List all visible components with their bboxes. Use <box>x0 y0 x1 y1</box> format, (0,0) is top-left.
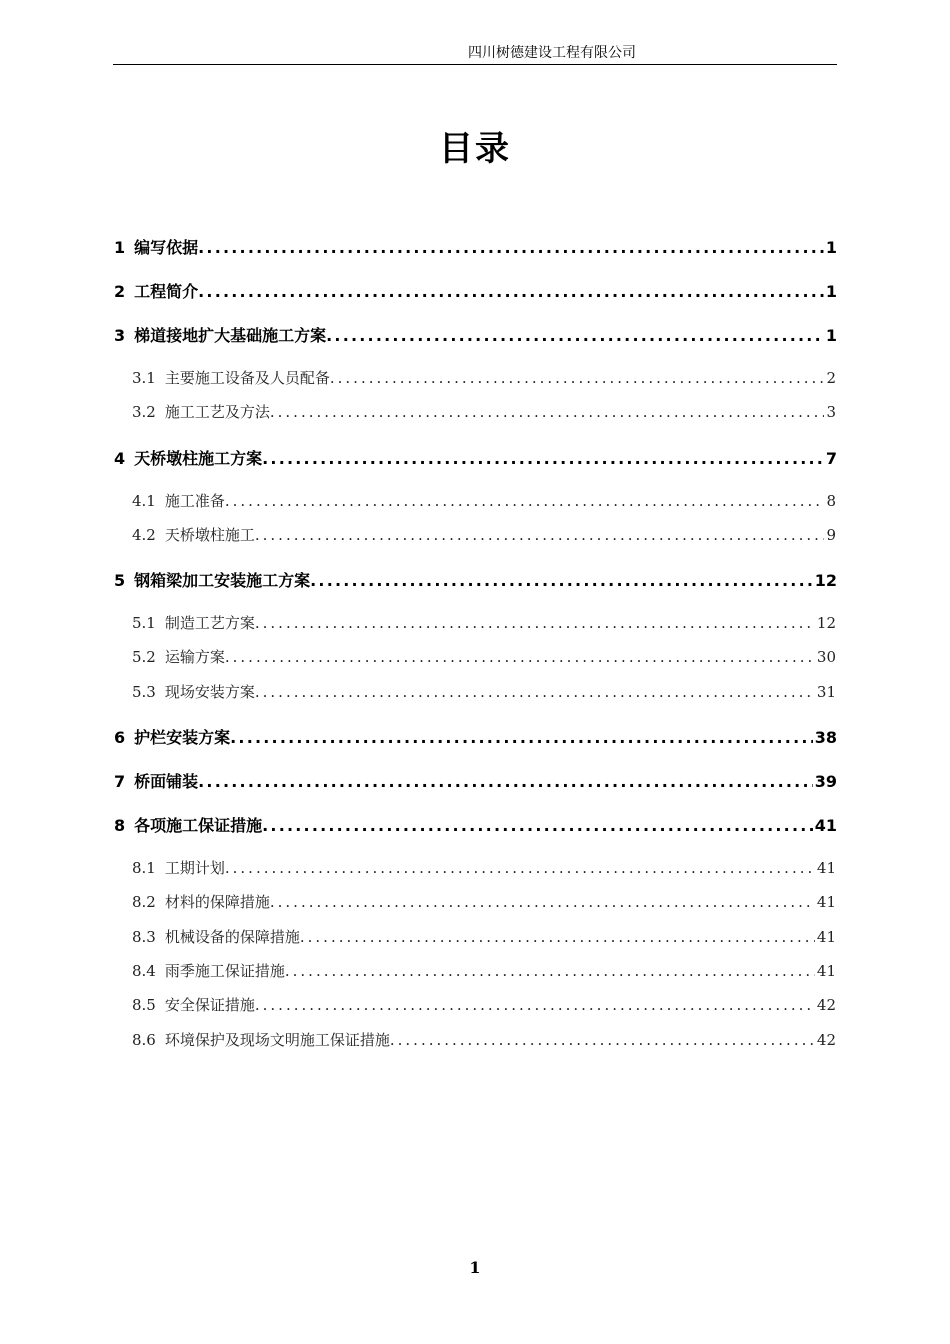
toc-leader-dots <box>390 1031 815 1049</box>
toc-leader-dots <box>330 369 825 387</box>
toc-entry-title: 护栏安装方案 <box>134 728 231 747</box>
toc-entry-number: 5.3 <box>132 683 156 701</box>
toc-entry-title: 钢箱梁加工安装施工方案 <box>134 571 311 590</box>
toc-leader-dots <box>225 859 815 877</box>
toc-entry-page: 12 <box>814 571 837 590</box>
toc-entry-title: 主要施工设备及人员配备 <box>164 369 330 387</box>
toc-entry-number: 4 <box>114 449 126 468</box>
toc-entry-page: 39 <box>814 772 837 791</box>
toc-leader-dots <box>255 526 825 544</box>
toc-leader-dots <box>255 996 815 1014</box>
page-number: 1 <box>469 1258 481 1277</box>
toc-leader-dots <box>198 238 824 257</box>
toc-entry-page: 9 <box>826 526 836 544</box>
toc-entry-8-2[interactable] <box>132 891 836 915</box>
toc-entry-title: 工程简介 <box>134 282 199 301</box>
toc-entry-number: 3.1 <box>132 369 156 387</box>
toc-entry-page: 41 <box>816 928 836 946</box>
toc-entry-5-1[interactable] <box>132 612 836 636</box>
toc-leader-dots <box>262 449 824 468</box>
toc-leader-dots <box>255 683 815 701</box>
toc-entry-page: 1 <box>825 326 837 345</box>
toc-entry-number: 5.2 <box>132 648 156 666</box>
toc-entry-page: 42 <box>816 996 836 1014</box>
toc-entry-title: 梯道接地扩大基础施工方案 <box>134 326 327 345</box>
toc-entry-number: 4.1 <box>132 492 156 510</box>
toc-entry-8-5[interactable] <box>132 994 836 1018</box>
toc-entry-page: 41 <box>816 893 836 911</box>
toc-leader-dots <box>225 648 815 666</box>
toc-entry-8[interactable] <box>114 813 837 837</box>
toc-entry-page: 3 <box>826 403 836 421</box>
toc-entry-5-2[interactable] <box>132 646 836 670</box>
toc-entry-page: 12 <box>816 614 836 632</box>
toc-entry-title: 材料的保障措施 <box>164 893 270 911</box>
toc-entry-number: 1 <box>114 238 126 257</box>
toc-leader-dots <box>270 403 825 421</box>
toc-entry-title: 工期计划 <box>164 859 225 877</box>
toc-entry-title: 制造工艺方案 <box>164 614 255 632</box>
toc-leader-dots <box>326 326 824 345</box>
toc-entry-page: 42 <box>816 1031 836 1049</box>
toc-leader-dots <box>225 492 825 510</box>
toc-entry-title: 雨季施工保证措施 <box>164 962 285 980</box>
toc-leader-dots <box>310 571 813 590</box>
toc-entry-title: 天桥墩柱施工 <box>164 526 255 544</box>
toc-entry-8-3[interactable] <box>132 926 836 950</box>
toc-leader-dots <box>198 282 824 301</box>
toc-entry-3[interactable] <box>114 323 837 347</box>
page-title: 目录 <box>439 129 511 169</box>
toc-entry-4-1[interactable] <box>132 490 836 514</box>
toc-entry-title: 施工工艺及方法 <box>164 403 270 421</box>
toc-entry-number: 5 <box>114 571 126 590</box>
toc-entry-title: 桥面铺装 <box>134 772 199 791</box>
toc-entry-title: 现场安装方案 <box>164 683 255 701</box>
toc-entry-number: 6 <box>114 728 126 747</box>
toc-entry-number: 2 <box>114 282 126 301</box>
toc-entry-8-6[interactable] <box>132 1029 836 1053</box>
toc-leader-dots <box>262 816 813 835</box>
toc-leader-dots <box>255 614 815 632</box>
toc-entry-3-1[interactable] <box>132 367 836 391</box>
toc-entry-number: 5.1 <box>132 614 156 632</box>
toc-entry-3-2[interactable] <box>132 401 836 425</box>
toc-entry-page: 41 <box>816 962 836 980</box>
toc-entry-number: 8.3 <box>132 928 156 946</box>
toc-entry-6[interactable] <box>114 725 837 749</box>
toc-entry-number: 4.2 <box>132 526 156 544</box>
toc-entry-number: 8.4 <box>132 962 156 980</box>
toc-entry-page: 8 <box>826 492 836 510</box>
toc-entry-page: 1 <box>825 282 837 301</box>
toc-entry-7[interactable] <box>114 769 837 793</box>
toc-entry-number: 3.2 <box>132 403 156 421</box>
toc-entry-title: 运输方案 <box>164 648 225 666</box>
toc-entry-number: 8.5 <box>132 996 156 1014</box>
toc-entry-page: 41 <box>816 859 836 877</box>
toc-leader-dots <box>285 962 815 980</box>
toc-entry-5[interactable] <box>114 568 837 592</box>
toc-entry-page: 38 <box>814 728 837 747</box>
toc-entry-number: 8.2 <box>132 893 156 911</box>
toc-leader-dots <box>230 728 813 747</box>
toc-leader-dots <box>198 772 813 791</box>
toc-entry-2[interactable] <box>114 279 837 303</box>
toc-entry-page: 7 <box>825 449 837 468</box>
toc-entry-page: 31 <box>816 683 836 701</box>
toc-entry-title: 编写依据 <box>134 238 199 257</box>
toc-entry-4-2[interactable] <box>132 524 836 548</box>
toc-entry-page: 1 <box>825 238 837 257</box>
company-name: 四川树德建设工程有限公司 <box>468 45 636 61</box>
toc-entry-title: 天桥墩柱施工方案 <box>134 449 263 468</box>
toc-entry-number: 8.6 <box>132 1031 156 1049</box>
toc-entry-page: 30 <box>816 648 836 666</box>
toc-entry-title: 各项施工保证措施 <box>134 816 263 835</box>
toc-entry-page: 41 <box>814 816 837 835</box>
toc-entry-title: 施工准备 <box>164 492 225 510</box>
toc-entry-1[interactable] <box>114 235 837 259</box>
toc-entry-8-1[interactable] <box>132 857 836 881</box>
toc-entry-title: 安全保证措施 <box>164 996 255 1014</box>
toc-leader-dots <box>270 893 815 911</box>
toc-entry-number: 7 <box>114 772 126 791</box>
toc-entry-number: 3 <box>114 326 126 345</box>
toc-leader-dots <box>300 928 815 946</box>
toc-entry-number: 8.1 <box>132 859 156 877</box>
toc-entry-title: 机械设备的保障措施 <box>164 928 300 946</box>
toc-entry-title: 环境保护及现场文明施工保证措施 <box>164 1031 390 1049</box>
toc-entry-page: 2 <box>826 369 836 387</box>
toc-entry-number: 8 <box>114 816 126 835</box>
toc-entry-8-4[interactable] <box>132 960 836 984</box>
toc-entry-4[interactable] <box>114 446 837 470</box>
toc-entry-5-3[interactable] <box>132 681 836 705</box>
